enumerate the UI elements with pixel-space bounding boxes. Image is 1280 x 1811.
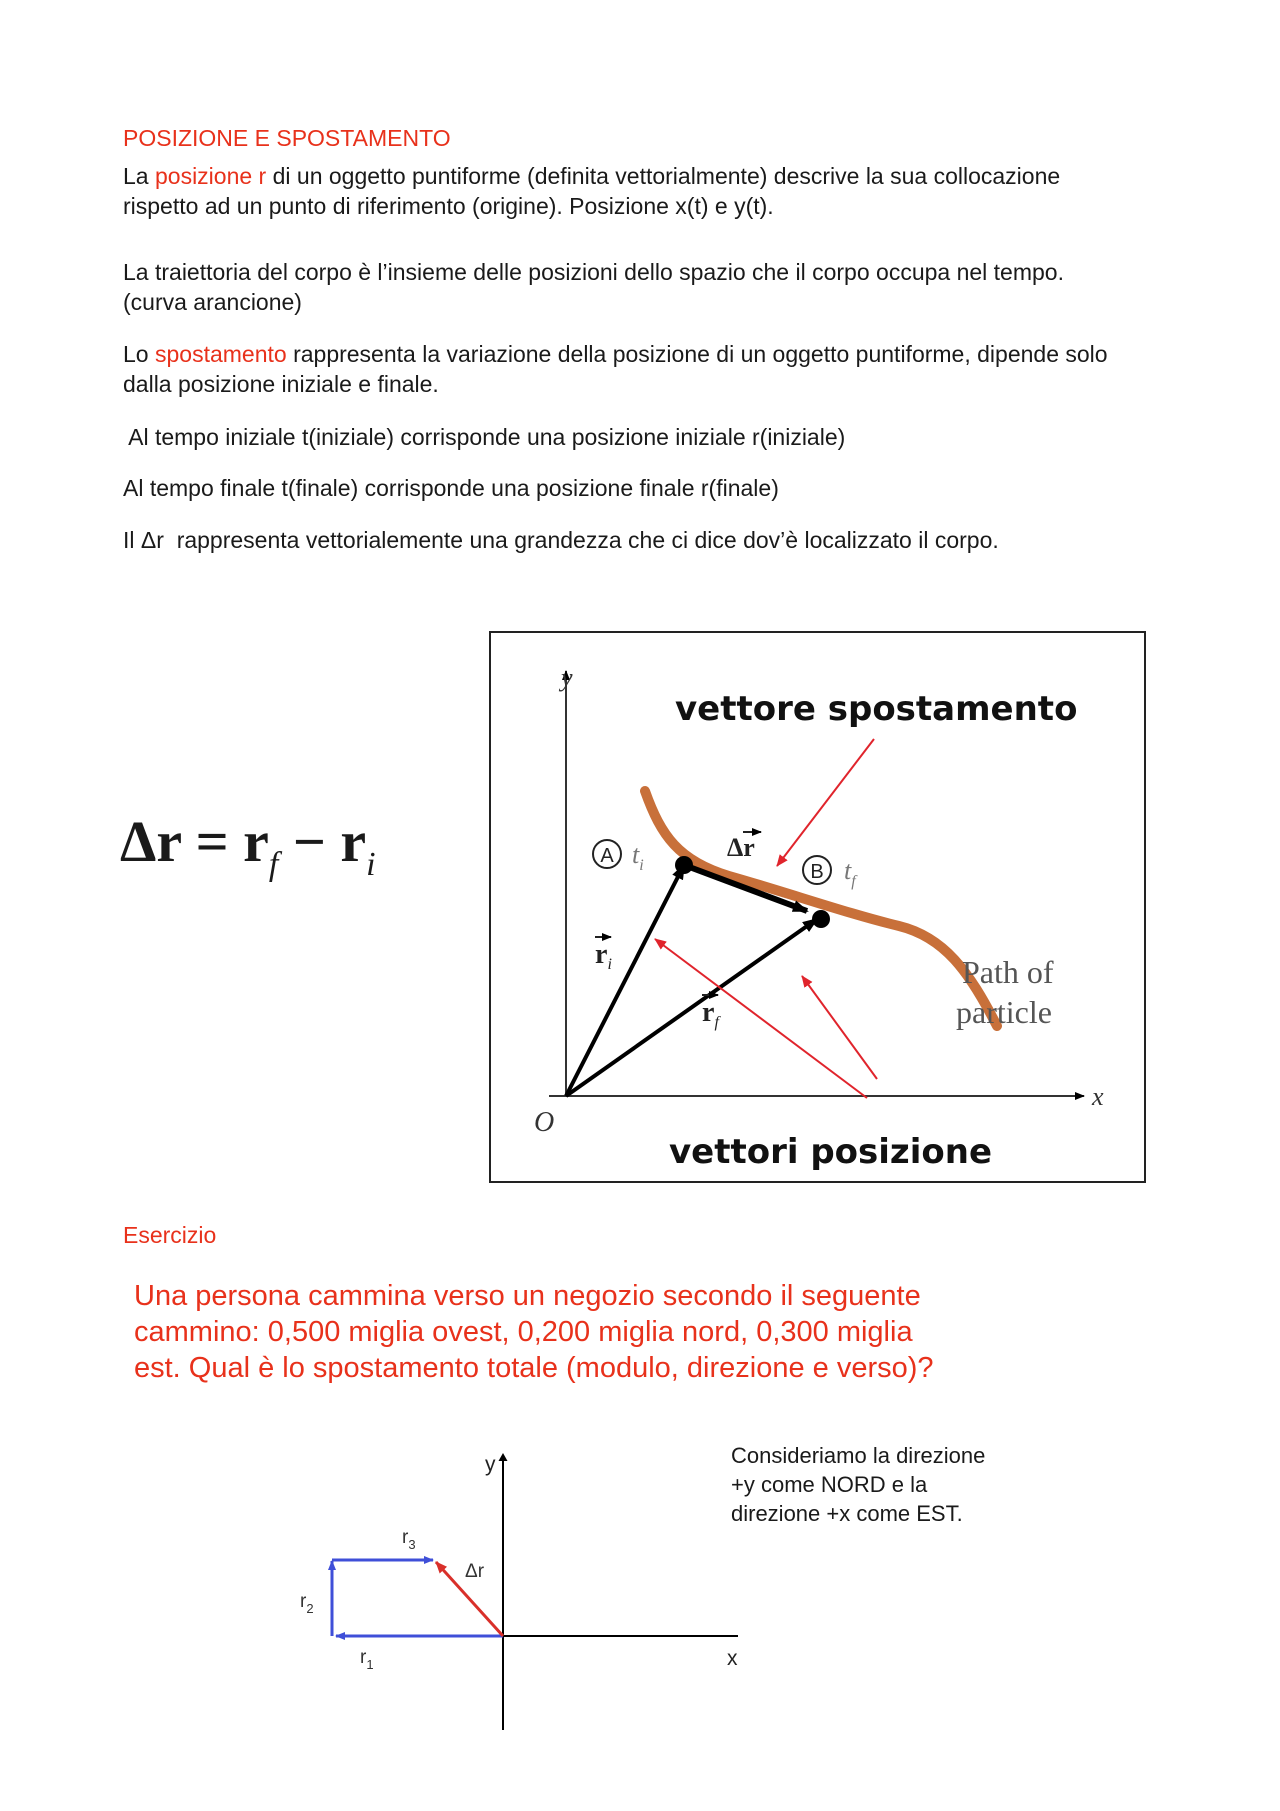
position-vectors-figure: [489, 631, 1146, 1183]
path-label-line1: Path of: [962, 954, 1054, 990]
direction-note: Consideriamo la direzione +y come NORD e la direzione +x come EST.: [731, 1443, 986, 1526]
point-b-label: B: [810, 861, 824, 883]
label-vettori-posizione: vettori posizione: [669, 1132, 992, 1172]
paragraph-delta-r: Il Δr rappresenta vettorialemente una grandezza che ci dice dov’è localizzato il corpo.: [123, 527, 999, 553]
time-final-label: $t_f$: [844, 856, 856, 890]
exercise-label: Esercizio: [123, 1222, 217, 1248]
exercise-diagram: [280, 1445, 750, 1735]
term-posizione: posizione r: [154, 163, 267, 189]
label-r3: $r_3$: [402, 1527, 416, 1552]
paragraph-spostamento: Lo spostamento rappresenta la variazione della posizione di un oggetto puntiforme, dipende solo dalla posizione iniziale e finale.: [123, 341, 1108, 397]
label-r2: $r_2$: [300, 1591, 314, 1616]
exercise-x-label: x: [727, 1647, 738, 1670]
paragraph-tempo-iniziale: Al tempo iniziale t(iniziale) corrisponde una posizione iniziale r(iniziale): [123, 424, 846, 450]
label-r1: $r_1$: [360, 1647, 374, 1672]
rf-label: $r_f$: [702, 997, 719, 1031]
problem-text: Una persona cammina verso un negozio secondo il seguente cammino: 0,500 miglia ovest, 0,200 miglia nord, 0,300 miglia est. Qual è lo spostamento totale (modulo, direzione e verso)?: [134, 1280, 934, 1384]
point-a-label: A: [600, 845, 614, 867]
point-a-dot: [675, 856, 693, 874]
ri-label: $r_i$: [595, 939, 612, 973]
time-initial-label: $t_i$: [632, 840, 644, 874]
paragraph-tempo-finale: Al tempo finale t(finale) corrisponde una posizione finale r(finale): [123, 475, 779, 501]
displacement-formula: $\Delta r = r_f - r_i$: [120, 809, 376, 883]
x-axis-label: x: [1092, 1082, 1104, 1111]
delta-r-label: Δr: [727, 833, 755, 862]
paragraph-traiettoria: La traiettoria del corpo è l’insieme delle posizioni dello spazio che il corpo occupa nel tempo. (curva arancione): [123, 259, 1064, 315]
origin-label: O: [534, 1107, 555, 1138]
point-b-dot: [812, 910, 830, 928]
paragraph-posizione: La posizione r di un oggetto puntiforme (definita vettorialmente) descrive la sua collocazione rispetto ad un punto di riferimento (origine). Posizione x(t) e y(t).: [123, 163, 1061, 219]
label-delta-r: Δr: [465, 1561, 485, 1582]
path-label-line2: particle: [956, 994, 1052, 1030]
exercise-y-label: y: [485, 1453, 496, 1476]
label-vettore-spostamento: vettore spostamento: [675, 689, 1078, 729]
section-title: POSIZIONE E SPOSTAMENTO: [123, 125, 451, 151]
y-axis-label: y: [561, 663, 573, 692]
term-spostamento: spostamento: [154, 341, 287, 367]
